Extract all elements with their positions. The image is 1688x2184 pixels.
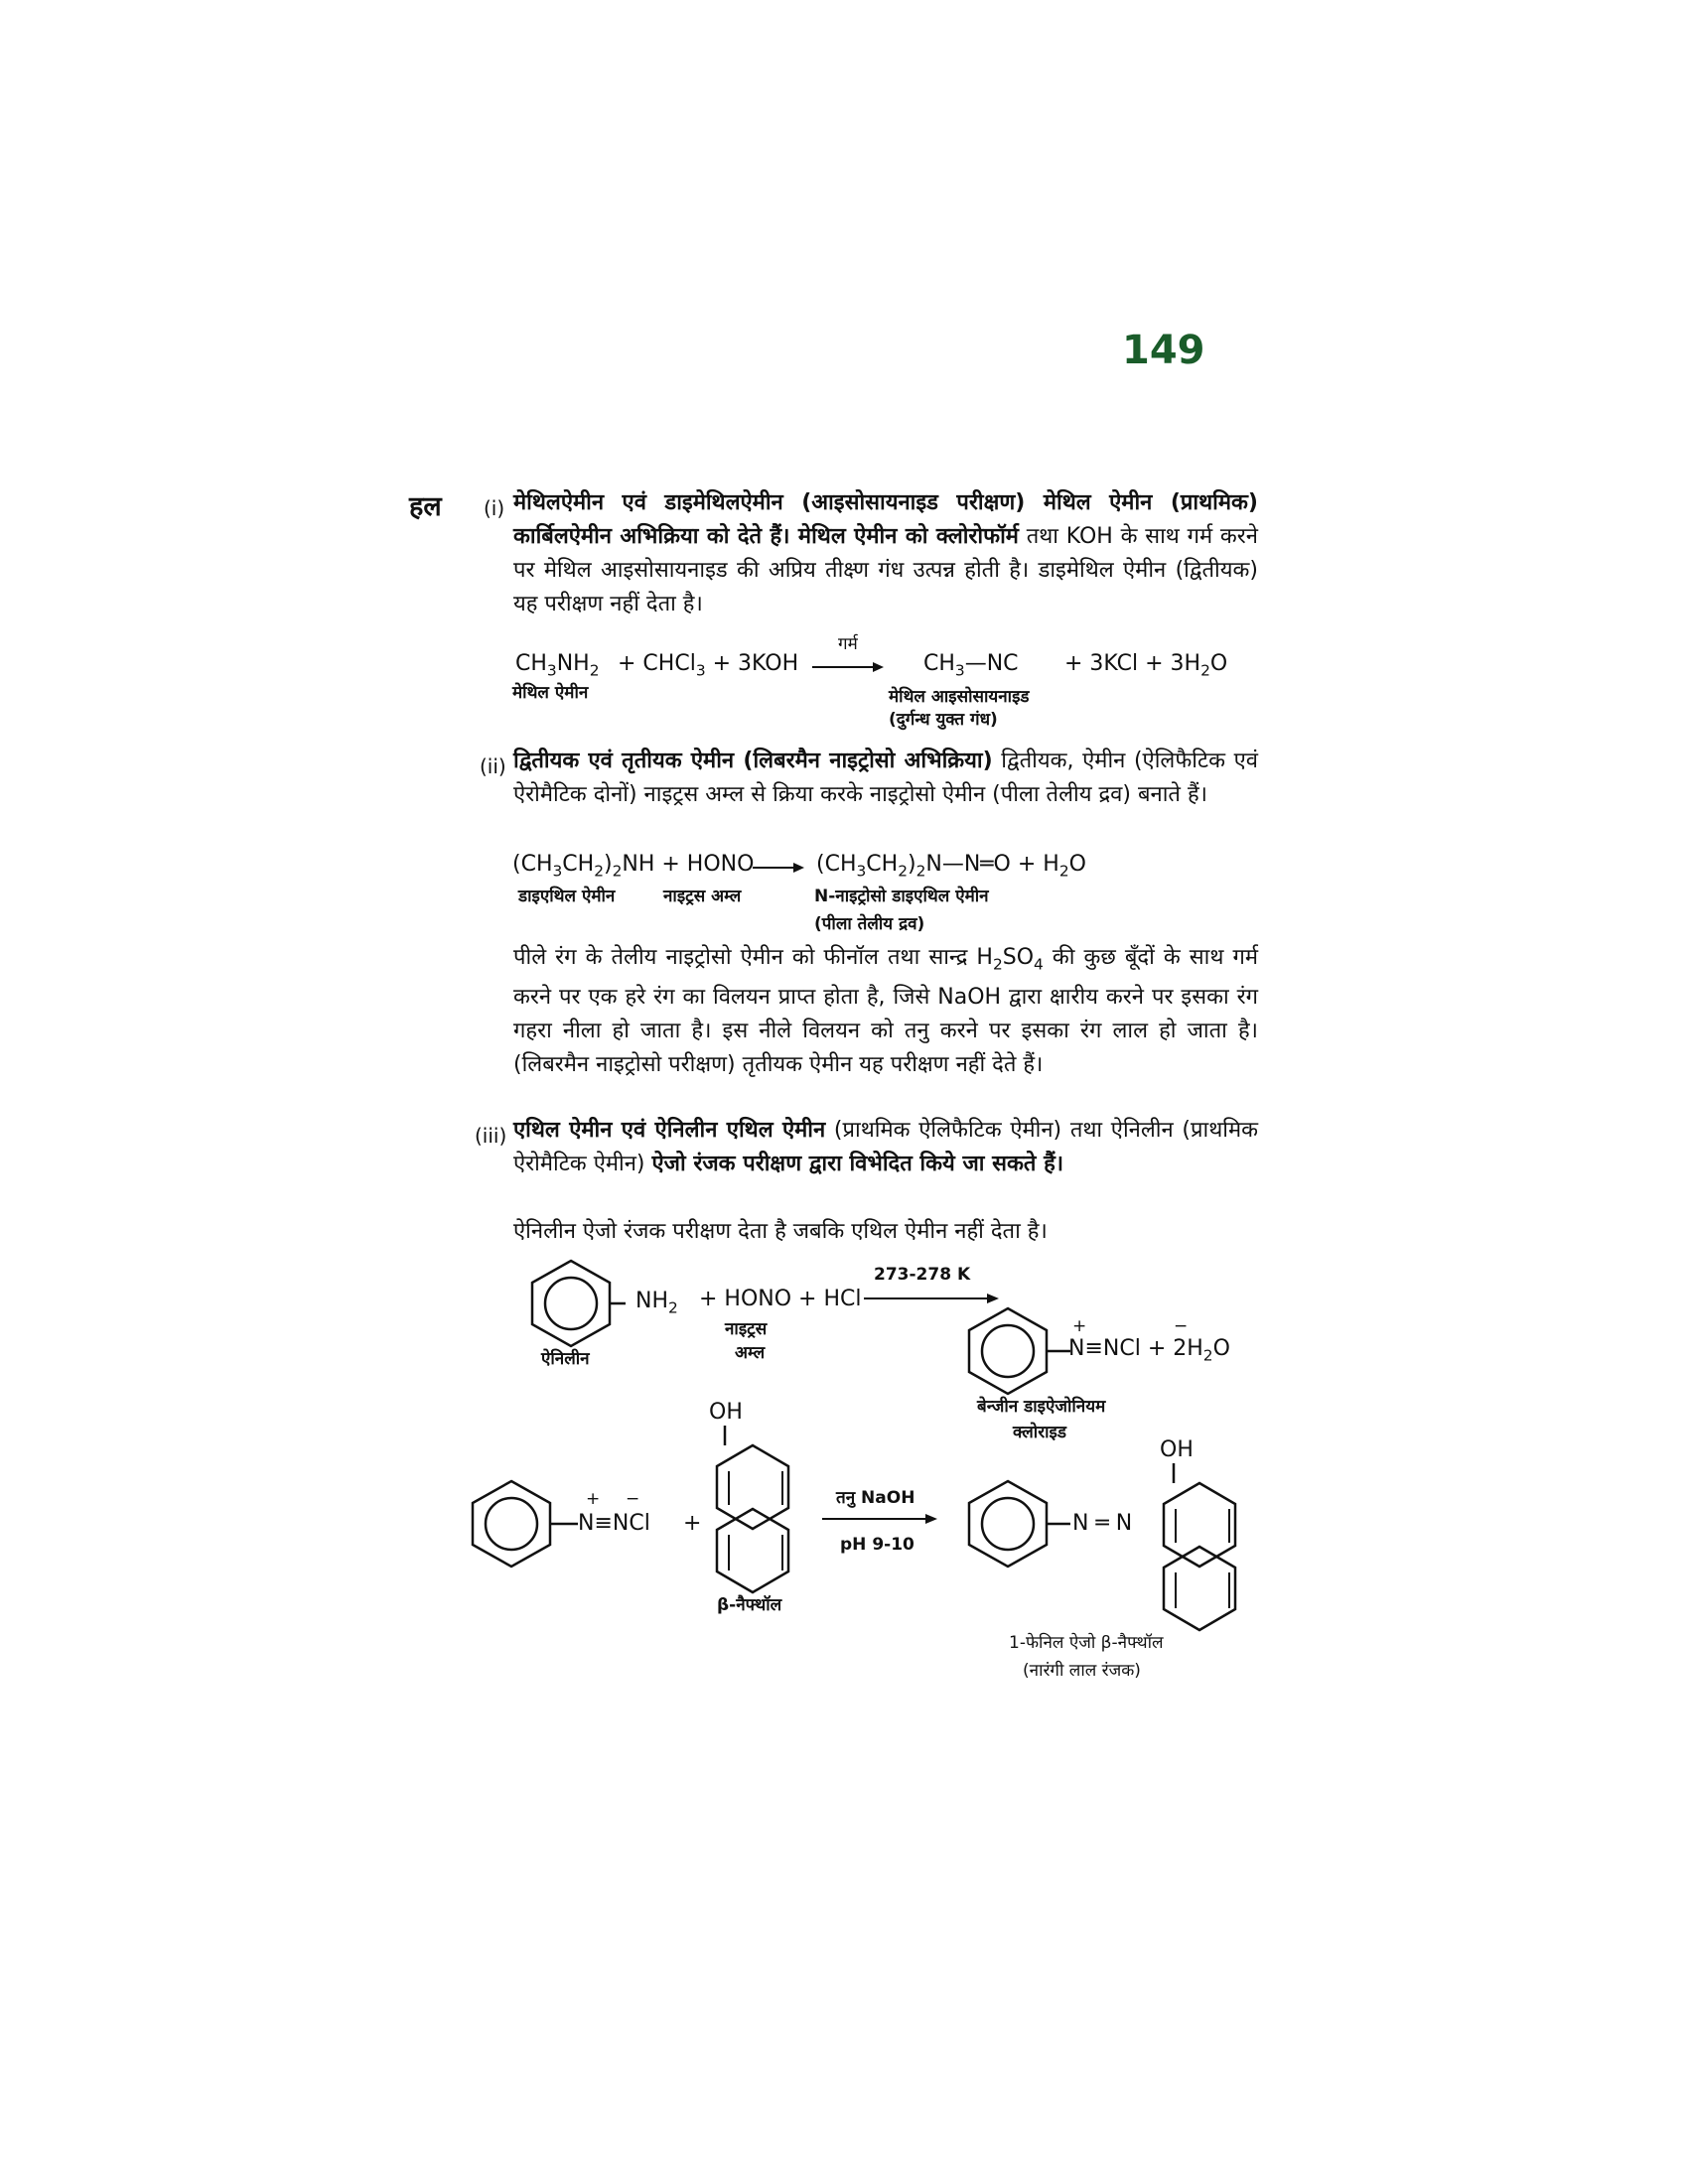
eq1-reactant: $CH_3NH_2$ bbox=[515, 651, 600, 680]
reaction2-condition2: pH 9-10 bbox=[840, 1535, 914, 1555]
eq2-reactants: $(CH_3CH_2)_2NH$ + HONO bbox=[512, 852, 755, 881]
part2-text: द्वितीयक, ऐमीन (ऐलिफैटिक एवं ऐरोमैटिक दोनों) नाइट्रस अम्ल से क्रिया करके नाइट्रोसो ऐमीन (पीला तेलीय द्रव) बनाते हैं। bbox=[513, 749, 1258, 807]
part2-bold-text: द्वितीयक एवं तृतीयक ऐमीन (लिबरमैन नाइट्रोसो अभिक्रिया) bbox=[513, 749, 993, 773]
part3-paragraph bbox=[513, 1114, 1258, 1181]
benzene-ring-diazonium-2 bbox=[457, 1473, 581, 1572]
reaction2-arrow bbox=[820, 1511, 939, 1527]
eq2-label-nitrous: नाइट्रस अम्ल bbox=[663, 887, 742, 906]
page-number: 149 bbox=[1122, 328, 1205, 373]
eq1-byproducts: + $3KCl + 3H_2O$ bbox=[1064, 651, 1228, 680]
part2-paragraph2: पीले रंग के तेलीय नाइट्रोसो ऐमीन को फीनॉल तथा सान्द्र $H_2SO_4$ की कुछ बूँदों के साथ गर्म करने पर एक हरे रंग का विलयन प्राप्त होता है, जिसे NaOH द्वारा क्षारीय करने पर इसका रंग गहरा नीला हो जाता है। इस नीले विलयन को तनु करने पर इसका रंग लाल हो जाता है। (लिबरमैन नाइट्रोसो परीक्षण) तृतीयक ऐमीन यह परीक्षण नहीं देते हैं। bbox=[513, 945, 1258, 1078]
part3-marker: (iii) bbox=[475, 1124, 507, 1148]
eq1-product: $CH_3—NC$ bbox=[923, 651, 1019, 680]
eq1-reactant-label: मेथिल ऐमीन bbox=[512, 683, 589, 703]
reaction2-plus: + bbox=[683, 1511, 702, 1536]
naphthol-oh: OH bbox=[709, 1400, 743, 1425]
reaction1-reagents: + HONO + HCl bbox=[699, 1287, 862, 1311]
label-azo-product1: 1-फेनिल ऐजो β-नैफ्थॉल bbox=[1009, 1633, 1164, 1653]
eq1-condition: गर्म bbox=[838, 634, 858, 654]
eq1-arrow bbox=[810, 659, 886, 675]
beta-naphthol-structure bbox=[705, 1426, 804, 1614]
part1-bold-text: मेथिलऐमीन एवं डाइमेथिलऐमीन (आइसोसायनाइड परीक्षण) मेथिल ऐमीन (प्राथमिक) कार्बिलऐमीन अभिक्रिया को देते हैं। मेथिल ऐमीन को क्लोरोफॉर्म bbox=[513, 490, 1258, 549]
eq1-product-label: मेथिल आइसोसायनाइड bbox=[889, 687, 1030, 707]
diazo2-formula: N≡NCl bbox=[578, 1511, 650, 1536]
label-diazonium1: बेन्जीन डाइऐजोनियम bbox=[977, 1397, 1106, 1417]
part3-bold-a: एथिल ऐमीन एवं ऐनिलीन एथिल ऐमीन bbox=[513, 1118, 826, 1143]
azo-product-oh: OH bbox=[1160, 1437, 1194, 1462]
part1-marker: (i) bbox=[484, 496, 505, 520]
eq2-products: $(CH_3CH_2)_2N—N═O + H_2O$ bbox=[816, 852, 1086, 881]
aniline-nh2: $NH_2$ bbox=[635, 1289, 678, 1317]
eq1-product-label2: (दुर्गन्ध युक्त गंध) bbox=[889, 710, 998, 730]
benzene-ring-azo bbox=[953, 1473, 1077, 1572]
solution-label: हल bbox=[409, 491, 442, 522]
eq2-label-product2: (पीला तेलीय द्रव) bbox=[814, 914, 925, 934]
reaction2-condition1: तनु NaOH bbox=[836, 1488, 915, 1508]
label-aniline: ऐनिलीन bbox=[541, 1349, 590, 1369]
diazo2-plus: + bbox=[586, 1489, 601, 1509]
naphthol-azo-structure bbox=[1152, 1463, 1251, 1652]
label-beta-naphthol: β-नैफ्थॉल bbox=[717, 1595, 782, 1615]
diazonium-plus: + bbox=[1072, 1316, 1087, 1336]
part3-normal-a: (प्राथमिक ऐलिफैटिक ऐमीन) तथा ऐनिलीन (प्राथमिक ऐरोमैटिक ऐमीन) bbox=[513, 1118, 1259, 1176]
eq1-reagents: + CHCl$_3$ + 3KOH bbox=[618, 651, 799, 680]
reaction1-condition: 273-278 K bbox=[874, 1265, 971, 1285]
azo-link: N ═ N bbox=[1072, 1511, 1133, 1536]
benzene-ring-diazonium bbox=[953, 1300, 1077, 1400]
part2-paragraph bbox=[513, 745, 1258, 812]
part3-paragraph2: ऐनिलीन ऐजो रंजक परीक्षण देता है जबकि एथिल ऐमीन नहीं देता है। bbox=[513, 1219, 1048, 1244]
label-nitrous1: नाइट्रस bbox=[725, 1319, 768, 1339]
diazonium-formula: $N\equiv NCl + 2H_2O$ bbox=[1068, 1336, 1230, 1365]
part1-text: तथा KOH के साथ गर्म करने पर मेथिल आइसोसायनाइड की अप्रिय तीक्ष्ण गंध उत्पन्न होती है। डाइमेथिल ऐमीन (द्वितीयक) यह परीक्षण नहीं देता है। bbox=[513, 524, 1258, 616]
part2-marker: (ii) bbox=[480, 754, 506, 778]
diazonium-minus: − bbox=[1174, 1316, 1189, 1336]
part3-bold-b: ऐजो रंजक परीक्षण द्वारा विभेदित किये जा सकते हैं। bbox=[651, 1152, 1064, 1176]
label-azo-product2: (नारंगी लाल रंजक) bbox=[1023, 1661, 1141, 1681]
eq2-label-diethylamine: डाइएथिल ऐमीन bbox=[518, 887, 616, 906]
part1-paragraph bbox=[513, 486, 1258, 621]
benzene-ring-aniline bbox=[516, 1253, 626, 1352]
label-diazonium2: क्लोराइड bbox=[1013, 1423, 1066, 1442]
diazo2-minus: − bbox=[626, 1489, 640, 1509]
eq2-label-product: N-नाइट्रोसो डाइएथिल ऐमीन bbox=[814, 887, 989, 906]
eq2-arrow bbox=[751, 860, 806, 876]
label-nitrous2: अम्ल bbox=[735, 1343, 766, 1363]
